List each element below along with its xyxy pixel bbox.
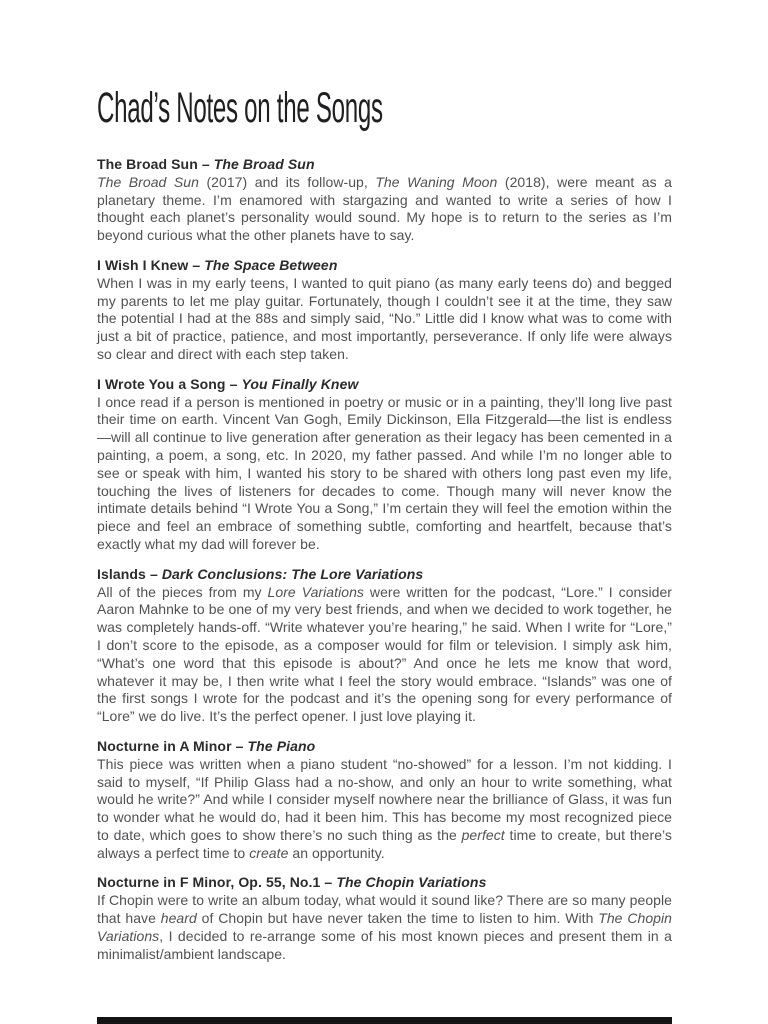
song-title: Nocturne in F Minor, Op. 55, No.1 <box>97 874 321 891</box>
song-heading: I Wish I Knew – The Space Between <box>97 256 338 273</box>
album-title: The Piano <box>247 737 316 754</box>
album-title: The Broad Sun <box>213 156 315 172</box>
album-title: You Finally Knew <box>241 375 359 392</box>
song-section <box>97 566 672 726</box>
album-title: The Chopin Variations <box>336 874 487 891</box>
album-title: Dark Conclusions: The Lore Variations <box>161 565 424 582</box>
song-heading: Islands – Dark Conclusions: The Lore Variations <box>97 565 424 582</box>
song-note-paragraph: The Broad Sun (2017) and its follow-up, The Waning Moon (2018), were meant as a planetary theme. I’m enamored with stargazing and wanted to write a series of how I thought each planet’s personality would sound. My hope is to return to the series as I’m beyond curious what the other planets have to say. <box>97 173 673 244</box>
song-title: The Broad Sun <box>97 156 198 172</box>
song-section <box>97 156 672 245</box>
song-section <box>97 874 672 963</box>
page-title: Chad’s Notes on the Songs <box>97 84 383 132</box>
song-title: I Wrote You a Song <box>97 375 226 392</box>
page-content <box>97 84 673 963</box>
song-title: Islands <box>97 565 146 582</box>
song-section <box>97 376 672 554</box>
next-page-edge <box>97 1017 672 1024</box>
song-note-paragraph: This piece was written when a piano student “no-showed” for a lesson. I’m not kidding. I said to myself, “If Philip Glass had a no-show, and only an hour to write something, what would he write?” And while I consider myself nowhere near the brilliance of Glass, it was fun to wonder what he would do, had it been him. This has become my most recognized piece to date, which goes to show there’s no such thing as the perfect time to create, but there’s always a perfect time to create an opportunity. <box>97 755 672 861</box>
song-heading: Nocturne in F Minor, Op. 55, No.1 – The Chopin Variations <box>97 874 487 891</box>
song-section <box>97 738 672 863</box>
song-note-paragraph: If Chopin were to write an album today, what would it sound like? There are so many people that have heard of Chopin but have never taken the time to listen to him. With The Chopin Variations, I decided to re-arrange some of his most known pieces and present them in a minimalist/ambient landscape. <box>97 892 672 962</box>
song-note-paragraph: When I was in my early teens, I wanted to quit piano (as many early teens do) and begged my parents to let me play guitar. Fortunately, though I couldn’t see it at the time, they saw the potential I had at the 88s and simply said, “No.” Little did I know what was to come with just a bit of practice, patience, and most importantly, perseverance. If only life were always so clear and direct with each step taken. <box>97 274 672 362</box>
song-section <box>97 257 672 364</box>
song-note-paragraph: I once read if a person is mentioned in poetry or music or in a painting, they’ll long live past their time on earth. Vincent Van Gogh, Emily Dickinson, Ella Fitzgerald—the list is endless—will all continue to live generation after generation as their legacy has been cemented in a painting, a poem, a song, etc. In 2020, my father passed. And while I’m no longer able to see or speak with him, I wanted his story to be shared with others long past even my life, touching the lives of listeners for decades to come. Though many will never know the intimate details behind “I Wrote You a Song,” I’m certain they will feel the emotion within the piece and feel an embrace of something subtle, comforting and heartfelt, because that’s exactly what my dad will forever be. <box>97 393 672 552</box>
song-heading: I Wrote You a Song – You Finally Knew <box>97 375 359 392</box>
notes-sections <box>97 156 672 963</box>
song-title: Nocturne in A Minor <box>97 737 232 754</box>
album-title: The Space Between <box>204 256 338 273</box>
song-heading: Nocturne in A Minor – The Piano <box>97 737 316 754</box>
song-note-paragraph: All of the pieces from my Lore Variations were written for the podcast, “Lore.” I consider Aaron Mahnke to be one of my very best friends, and when we decided to work together, he was completely hands-off. “Write whatever you’re hearing,” he said. When I write for “Lore,” I don’t score to the episode, as a composer would for film or television. I simply ask him, “What’s one word that this episode is about?” And once he lets me know that word, whatever it may be, I then write what I feel the story would embrace. “Islands” was one of the first songs I wrote for the podcast and it’s the opening song for every performance of “Lore” we do live. It’s the perfect opener. I just love playing it. <box>97 583 672 725</box>
song-heading: The Broad Sun – The Broad Sun <box>97 156 315 172</box>
song-title: I Wish I Knew <box>97 256 189 273</box>
